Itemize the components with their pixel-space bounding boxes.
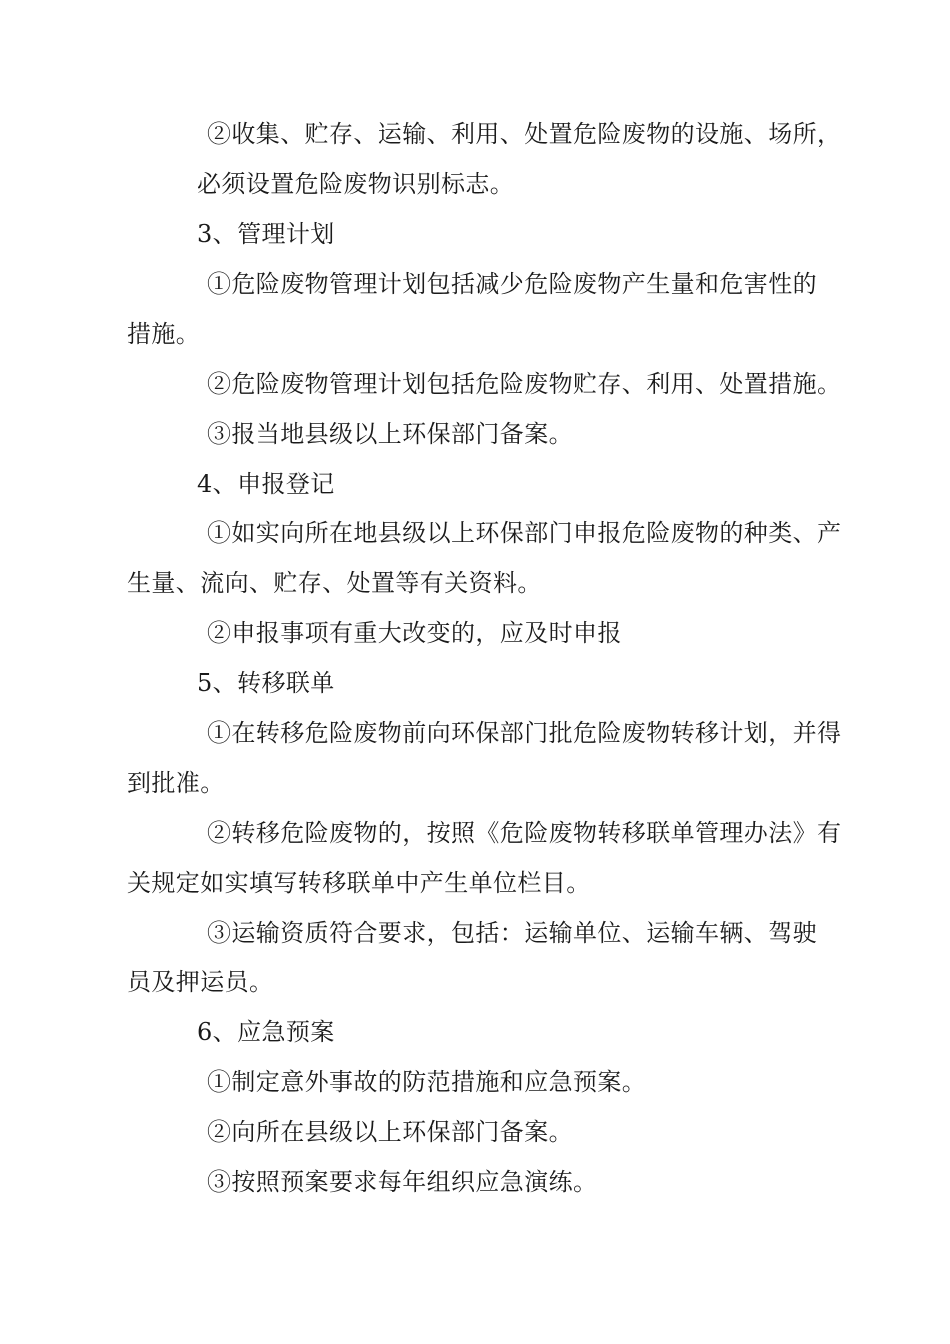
text-line: ①如实向所在地县级以上环保部门申报危险废物的种类、产 — [207, 519, 842, 547]
text-line: 措施。 — [127, 320, 201, 348]
text-line: 到批准。 — [127, 769, 225, 797]
text-line: ②申报事项有重大改变的，应及时申报 — [207, 619, 622, 647]
text-line: ①危险废物管理计划包括减少危险废物产生量和危害性的 — [207, 270, 817, 298]
section-heading: 6、应急预案 — [197, 1018, 335, 1046]
text-line: 生量、流向、贮存、处置等有关资料。 — [127, 569, 542, 597]
text-line: ②转移危险废物的，按照《危险废物转移联单管理办法》有 — [207, 819, 842, 847]
text-line: 关规定如实填写转移联单中产生单位栏目。 — [127, 869, 591, 897]
text-line: ②收集、贮存、运输、利用、处置危险废物的设施、场所， — [207, 120, 842, 148]
text-line: ①在转移危险废物前向环保部门批危险废物转移计划，并得 — [207, 719, 842, 747]
text-line: 必须设置危险废物识别标志。 — [197, 170, 515, 198]
text-line: ①制定意外事故的防范措施和应急预案。 — [207, 1068, 647, 1096]
text-line: ③按照预案要求每年组织应急演练。 — [207, 1168, 598, 1196]
section-heading: 4、申报登记 — [197, 470, 335, 498]
text-line: ③运输资质符合要求，包括：运输单位、运输车辆、驾驶 — [207, 919, 817, 947]
section-heading: 3、管理计划 — [197, 220, 335, 248]
text-line: ②向所在县级以上环保部门备案。 — [207, 1118, 573, 1146]
text-line: ②危险废物管理计划包括危险废物贮存、利用、处置措施。 — [207, 370, 842, 398]
text-line: ③报当地县级以上环保部门备案。 — [207, 420, 573, 448]
section-heading: 5、转移联单 — [197, 669, 335, 697]
text-line: 员及押运员。 — [127, 968, 274, 996]
